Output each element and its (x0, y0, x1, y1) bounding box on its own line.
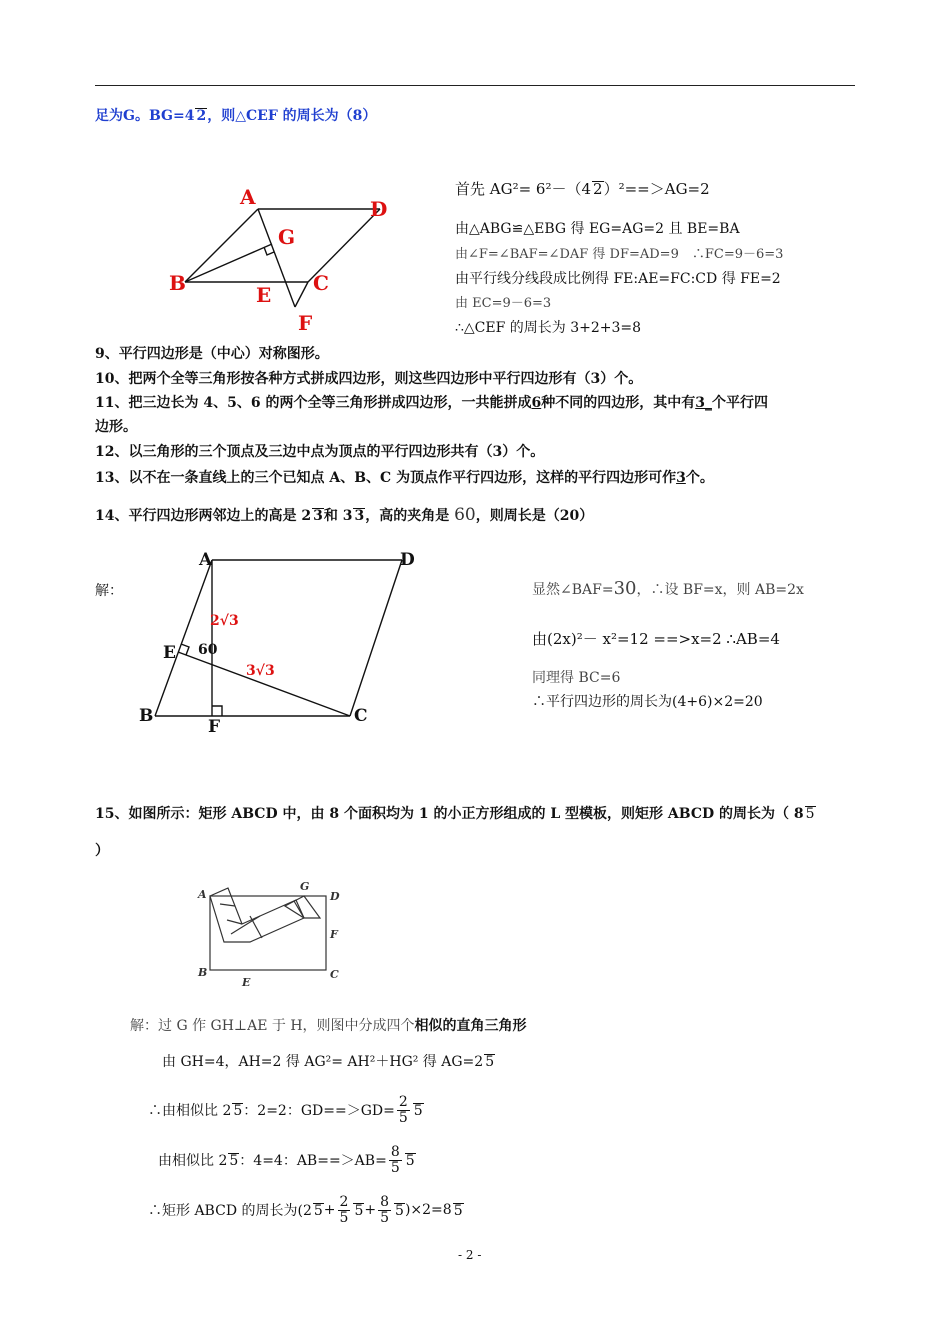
sol15-l3-num: 2 (398, 1093, 408, 1110)
sol14-angle: 30 (613, 578, 637, 599)
sol15-l5-sqrt4: 5 (453, 1202, 463, 1219)
sol15-l5-plus2: + (364, 1202, 377, 1218)
sol15-l5-num1: 2 (339, 1193, 349, 1210)
sol14-line-3: 同理得 BC=6 (532, 670, 621, 686)
q13-a: 13、以不在一条直线上的三个已知点 A、B、C 为顶点作平行四边形，这样的平行四边形可作 (95, 470, 677, 486)
fig2-label-c: C (354, 706, 368, 726)
fig3-label-b: B (198, 966, 208, 979)
figure-parallelogram-heights (130, 540, 420, 740)
q11-b: 种不同的四边形，其中有 (541, 395, 696, 411)
sol1-line-5: 由 EC=9－6=3 (455, 296, 552, 311)
sol15-l3-sqrt2: 5 (413, 1102, 423, 1119)
sol15-l1a: 解：过 G 作 GH⊥AE 于 H，则图中分成四个 (130, 1018, 415, 1034)
sol15-l4-sqrt2: 5 (405, 1152, 415, 1169)
sol15-l3a: ∴由相似比 2 (148, 1103, 232, 1119)
sol1-sqrt: 2 (593, 180, 603, 198)
sol15-l5-fraction2 (378, 1195, 391, 1226)
sol14-line-1 (532, 578, 804, 599)
header-rule (95, 85, 855, 86)
fig1-label-f: F (298, 311, 313, 335)
fig1-label-d: D (370, 197, 388, 221)
fig3-label-f: F (330, 928, 338, 941)
q14-d: ，则周长是（20） (475, 508, 594, 524)
q14-b: 和 3 (323, 508, 353, 524)
question-15-cont: ） (95, 843, 109, 859)
sol15-l4-num: 8 (390, 1143, 400, 1160)
fig1-label-e: E (256, 283, 272, 307)
sol15-l3-fraction (397, 1095, 410, 1126)
fig1-label-c: C (313, 271, 329, 295)
question-15 (95, 803, 816, 823)
sol1-l1b: ）²==＞AG=2 (603, 180, 710, 198)
q14-a: 14、平行四边形两邻边上的高是 2 (95, 508, 312, 524)
sol1-l1a: 首先 AG²= 6²－（4 (455, 180, 592, 198)
sol1-line-6: ∴△CEF 的周长为 3+2+3=8 (455, 320, 642, 336)
sol15-line-5 (148, 1190, 464, 1230)
page-number: - 2 - (458, 1248, 482, 1262)
fig2-label-f: F (208, 717, 221, 737)
question-11 (95, 392, 768, 412)
sol15-l5-den2: 5 (380, 1209, 390, 1226)
sol15-l5-plus1: + (323, 1202, 336, 1218)
sol1-line-1 (455, 178, 710, 199)
sol15-l5-sqrt2: 5 (354, 1202, 364, 1219)
sol15-l4a: 由相似比 2 (158, 1153, 228, 1169)
fig3-label-c: C (330, 968, 339, 981)
figure-rectangle-l-template (190, 876, 350, 996)
sol15-l4-den: 5 (390, 1159, 400, 1176)
fig2-label-a: A (199, 550, 213, 570)
question-9: 9、平行四边形是（中心）对称图形。 (95, 346, 329, 362)
fig1-label-a: A (240, 185, 256, 209)
sol15-l1b: 相似的直角三角形 (414, 1018, 527, 1034)
question-13 (95, 467, 714, 487)
sol1-line-3: 由∠F=∠BAF=∠DAF 得 DF=AD=9 ∴FC=9－6=3 (455, 247, 784, 262)
fig2-label-e: E (163, 643, 176, 663)
sol15-l3b: ：2=2：GD==＞GD= (243, 1103, 395, 1119)
q11-answer-2: 3_ (695, 395, 712, 411)
sol15-l5a: ∴矩形 ABCD 的周长为(2 (148, 1203, 312, 1219)
intro-text-a: 足为G。BG=4 (95, 108, 195, 124)
fig3-label-e: E (242, 976, 251, 989)
sol15-l2-sqrt: 5 (485, 1054, 495, 1070)
q14-c: ，高的夹角是 (365, 508, 450, 524)
q15-sqrt: 5 (805, 806, 815, 822)
fig3-label-a: A (198, 888, 207, 901)
intro-text-b: ，则△CEF 的周长为（8） (207, 108, 377, 124)
q14-angle: 60 (454, 505, 476, 525)
sol15-l5-num2: 8 (380, 1193, 390, 1210)
q11-c: 个平行四 (711, 395, 768, 411)
q15-a: 15、如图所示：矩形 ABCD 中，由 8 个面积均为 1 的小正方形组成的 L 型模板，则矩形 ABCD 的周长为（ 8 (95, 806, 804, 822)
fig1-label-g: G (278, 225, 296, 249)
q11-answer-1: 6 (531, 395, 542, 411)
sol15-l5-den1: 5 (339, 1209, 349, 1226)
question-10: 10、把两个全等三角形按各种方式拼成四边形，则这些四边形中平行四边形有（3）个。 (95, 371, 643, 387)
sol14-l1: 显然∠BAF= (532, 582, 614, 598)
q13-b: 个。 (685, 470, 714, 486)
sol15-line-3 (148, 1090, 424, 1130)
fig2-label-b: B (139, 706, 154, 726)
question-11-cont: 边形。 (95, 419, 137, 435)
sol1-line-4: 由平行线分线段成比例得 FE:AE=FC:CD 得 FE=2 (455, 271, 781, 287)
sol15-l4b: ：4=4：AB==＞AB= (239, 1153, 387, 1169)
fig2-height-1: 2√3 (210, 613, 239, 629)
fig1-label-b: B (169, 271, 186, 295)
sol15-l2a: 由 GH=4，AH=2 得 AG²= AH²＋HG² 得 AG=2 (162, 1054, 484, 1070)
sol15-l5-fraction1 (338, 1195, 351, 1226)
sol15-l3-sqrt: 5 (233, 1102, 243, 1119)
q14-sqrt-2: 3 (354, 508, 365, 524)
fig2-label-d: D (400, 550, 415, 570)
sol15-l5-sqrt3: 5 (395, 1202, 404, 1219)
fig2-angle-label: 60 (198, 642, 218, 658)
question-12: 12、以三角形的三个顶点及三边中点为顶点的平行四边形共有（3）个。 (95, 444, 545, 460)
figure-parallelogram-cef (160, 180, 410, 340)
sol14-l1b: ，∴设 BF=x，则 AB=2x (636, 582, 804, 598)
fig3-label-d: D (330, 890, 340, 903)
sol14-line-2: 由(2x)²－ x²=12 ==>x=2 ∴AB=4 (532, 630, 780, 648)
intro-line (95, 105, 376, 125)
q14-sqrt-1: 3 (313, 508, 323, 524)
sol15-l4-fraction (389, 1145, 402, 1176)
fig2-height-2: 3√3 (246, 663, 275, 679)
sol15-l5-sqrt1: 5 (313, 1202, 323, 1219)
sol15-l4-sqrt: 5 (229, 1152, 239, 1169)
sol15-line-1 (130, 1015, 527, 1035)
sol15-line-2 (162, 1051, 495, 1071)
q13-answer: 3 (676, 470, 686, 486)
question-14 (95, 505, 593, 525)
sol15-line-4 (158, 1140, 416, 1180)
fig3-label-g: G (300, 880, 310, 893)
sol15-l3-den: 5 (398, 1109, 408, 1126)
sol1-line-2: 由△ABG≌△EBG 得 EG=AG=2 且 BE=BA (455, 221, 740, 237)
sol14-line-4: ∴平行四边形的周长为(4+6)×2=20 (532, 694, 763, 710)
sol15-l5b: )×2=8 (404, 1202, 452, 1218)
intro-sqrt: 2 (196, 108, 207, 124)
q11-a: 11、把三边长为 4、5、6 的两个全等三角形拼成四边形，一共能拼成 (95, 395, 532, 411)
sol14-label: 解： (95, 583, 123, 599)
